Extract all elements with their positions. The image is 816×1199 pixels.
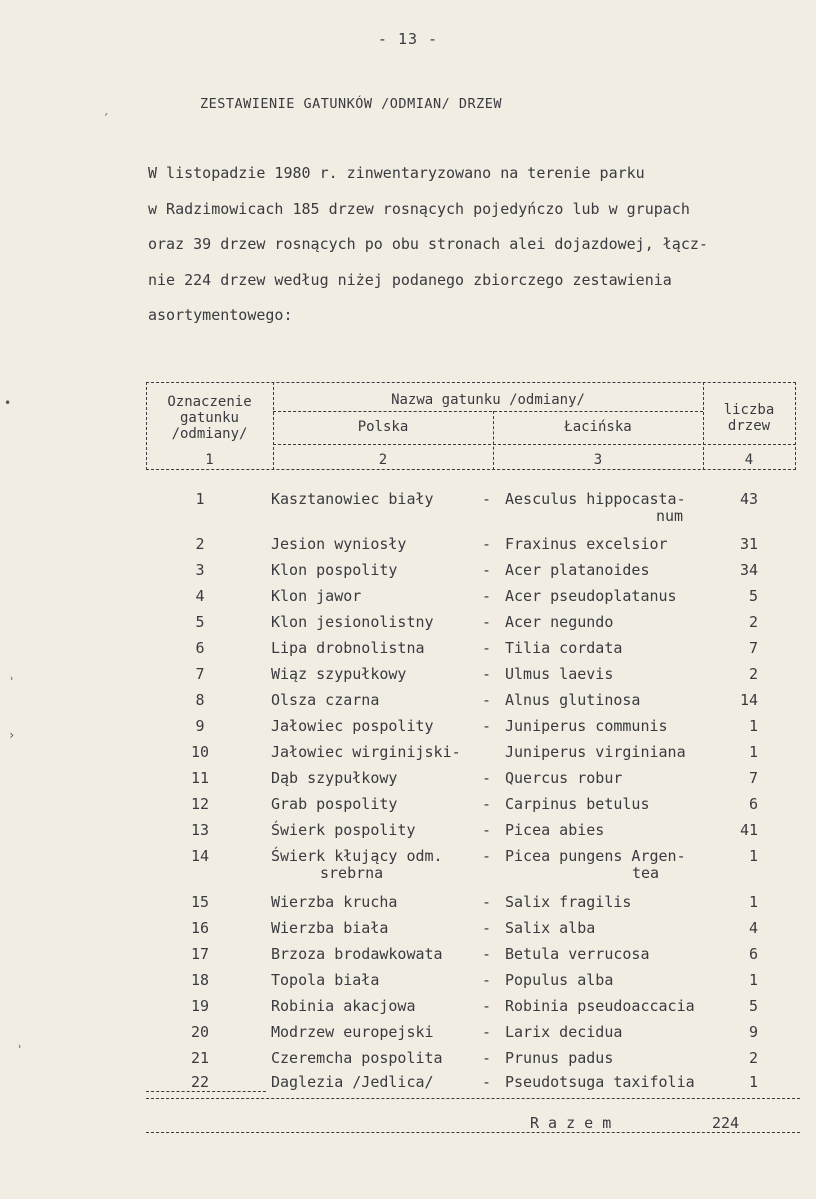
row-number: 8: [195, 691, 205, 709]
latin-name: Fraxinus excelsior: [505, 535, 668, 553]
tree-count: 7: [748, 769, 758, 787]
tree-count: 1: [748, 971, 758, 989]
polish-name: Brzoza brodawkowata: [271, 945, 443, 963]
paragraph-line: nie 224 drzew według niżej podanego zbiorczego zestawienia: [148, 270, 672, 289]
polish-name: Klon pospolity: [271, 561, 398, 579]
latin-name: Betula verrucosa: [505, 945, 650, 963]
polish-name: Dąb szypułkowy: [271, 769, 398, 787]
polish-name: Kasztanowiec biały: [271, 490, 434, 508]
separator-dash: -: [482, 587, 492, 605]
row-number: 19: [190, 997, 210, 1015]
row-number: 21: [190, 1049, 210, 1067]
header-polish: Polska: [357, 419, 409, 435]
scan-mark: ˒: [16, 1040, 24, 1054]
separator-dash: -: [482, 893, 492, 911]
page-title: ZESTAWIENIE GATUNKÓW /ODMIAN/ DRZEW: [200, 96, 502, 112]
tree-count: 6: [748, 795, 758, 813]
tree-count: 1: [748, 1073, 758, 1091]
separator-dash: -: [482, 665, 492, 683]
row-number: 18: [190, 971, 210, 989]
latin-name: Pseudotsuga taxifolia: [505, 1073, 695, 1091]
row-number: 16: [190, 919, 210, 937]
row-number: 2: [195, 535, 205, 553]
header-num-2: 2: [378, 452, 388, 468]
row-number: 15: [190, 893, 210, 911]
latin-name: Ulmus laevis: [505, 665, 614, 683]
latin-name: Acer pseudoplatanus: [505, 587, 677, 605]
header-num-1: 1: [205, 452, 214, 468]
polish-name: Wierzba krucha: [271, 893, 398, 911]
separator-dash: -: [482, 795, 492, 813]
row-number: 6: [195, 639, 205, 657]
tree-count: 5: [748, 997, 758, 1015]
latin-name-continued: tea: [632, 864, 660, 882]
separator-dash: -: [482, 821, 492, 839]
header-name-group: Nazwa gatunku /odmiany/: [391, 392, 585, 408]
polish-name: Świerk pospolity: [271, 821, 416, 839]
polish-name: Wiąz szypułkowy: [271, 665, 407, 683]
tree-count: 1: [748, 893, 758, 911]
separator-dash: -: [482, 945, 492, 963]
polish-name: Czeremcha pospolita: [271, 1049, 443, 1067]
separator-dash: -: [482, 535, 492, 553]
separator-dash: -: [482, 971, 492, 989]
latin-name: Juniperus virginiana: [505, 743, 686, 761]
separator-dash: -: [482, 1049, 492, 1067]
latin-name: Larix decidua: [505, 1023, 623, 1041]
polish-name: Jesion wyniosły: [271, 535, 407, 553]
latin-name: Quercus robur: [505, 769, 623, 787]
last-row-rule: [146, 1091, 266, 1092]
header-count: liczba drzew: [723, 402, 775, 434]
tree-count: 9: [748, 1023, 758, 1041]
row-number: 10: [190, 743, 210, 761]
polish-name: Modrzew europejski: [271, 1023, 434, 1041]
tree-count: 1: [748, 743, 758, 761]
tree-count: 2: [748, 665, 758, 683]
separator-dash: -: [482, 691, 492, 709]
intro-paragraph: [148, 156, 788, 334]
row-number: 14: [190, 847, 210, 865]
separator-dash: -: [482, 1023, 492, 1041]
row-number: 11: [190, 769, 210, 787]
polish-name: Klon jesionolistny: [271, 613, 434, 631]
separator-dash: -: [482, 919, 492, 937]
polish-name: Jałowiec wirginijski-: [271, 743, 461, 761]
polish-name-continued: srebrna: [320, 864, 384, 882]
polish-name: Lipa drobnolistna: [271, 639, 425, 657]
separator-dash: -: [482, 639, 492, 657]
polish-name: Jałowiec pospolity: [271, 717, 434, 735]
tree-count: 2: [748, 1049, 758, 1067]
polish-name: Wierzba biała: [271, 919, 389, 937]
polish-name: Klon jawor: [271, 587, 362, 605]
latin-name: Picea pungens Argen-: [505, 847, 686, 865]
latin-name: Salix fragilis: [505, 893, 632, 911]
tree-count: 43: [739, 490, 758, 508]
polish-name: Świerk kłujący odm.: [271, 847, 443, 865]
tree-count: 41: [739, 821, 758, 839]
paragraph-line: w Radzimowicach 185 drzew rosnących pojedyńczo lub w grupach: [148, 199, 690, 218]
polish-name: Topola biała: [271, 971, 380, 989]
latin-name: Prunus padus: [505, 1049, 614, 1067]
separator-dash: -: [482, 490, 492, 508]
scan-mark: •: [4, 396, 12, 410]
tree-count: 34: [739, 561, 758, 579]
total-value: 224: [712, 1114, 740, 1132]
latin-name: Acer platanoides: [505, 561, 650, 579]
latin-name: Salix alba: [505, 919, 596, 937]
row-number: 12: [190, 795, 210, 813]
separator-dash: -: [482, 847, 492, 865]
latin-name: Carpinus betulus: [505, 795, 650, 813]
scan-mark: ´: [102, 112, 110, 126]
polish-name: Grab pospolity: [271, 795, 398, 813]
latin-name: Acer negundo: [505, 613, 614, 631]
polish-name: Robinia akacjowa: [271, 997, 416, 1015]
tree-count: 4: [748, 919, 758, 937]
tree-count: 1: [748, 847, 758, 865]
tree-count: 6: [748, 945, 758, 963]
separator-dash: -: [482, 1073, 492, 1091]
header-num-3: 3: [593, 452, 603, 468]
tree-count: 2: [748, 613, 758, 631]
paragraph-line: oraz 39 drzew rosnących po obu stronach alei dojazdowej, łącz-: [148, 235, 708, 253]
latin-name: Populus alba: [505, 971, 614, 989]
polish-name: Daglezia /Jedlica/: [271, 1073, 434, 1091]
row-number: 7: [195, 665, 205, 683]
tree-count: 7: [748, 639, 758, 657]
row-number: 9: [195, 717, 205, 735]
latin-name-continued: num: [656, 507, 684, 525]
row-number: 1: [195, 490, 205, 508]
latin-name: Robinia pseudoaccacia: [505, 997, 695, 1015]
row-number: 3: [195, 561, 205, 579]
row-number: 13: [190, 821, 210, 839]
polish-name: Olsza czarna: [271, 691, 380, 709]
total-label: R a z e m: [530, 1114, 612, 1132]
paragraph-line: W listopadzie 1980 r. zinwentaryzowano na terenie parku: [148, 164, 645, 182]
separator-dash: -: [482, 561, 492, 579]
page-number: - 13 -: [377, 30, 439, 48]
latin-name: Aesculus hippocasta-: [505, 490, 686, 508]
tree-count: 5: [748, 587, 758, 605]
table-header: [146, 382, 796, 470]
row-number: 17: [190, 945, 210, 963]
header-num-4: 4: [744, 452, 754, 468]
row-number: 4: [195, 587, 205, 605]
paragraph-line: asortymentowego:: [148, 306, 293, 324]
row-number: 5: [195, 613, 205, 631]
row-number: 20: [190, 1023, 210, 1041]
row-number: 22: [190, 1073, 210, 1091]
bottom-rule: [146, 1098, 800, 1099]
tree-count: 1: [748, 717, 758, 735]
header-latin: Łacińska: [564, 419, 632, 435]
tree-count: 14: [739, 691, 758, 709]
scan-mark: ˒: [8, 672, 16, 686]
latin-name: Juniperus communis: [505, 717, 668, 735]
separator-dash: -: [482, 997, 492, 1015]
header-designation: Oznaczenie gatunku /odmiany/: [167, 394, 252, 442]
latin-name: Picea abies: [505, 821, 605, 839]
total-rule: [146, 1132, 800, 1133]
scan-mark: ›: [8, 728, 16, 742]
tree-count: 31: [739, 535, 758, 553]
separator-dash: -: [482, 769, 492, 787]
latin-name: Tilia cordata: [505, 639, 623, 657]
latin-name: Alnus glutinosa: [505, 691, 641, 709]
separator-dash: -: [482, 717, 492, 735]
separator-dash: -: [482, 613, 492, 631]
